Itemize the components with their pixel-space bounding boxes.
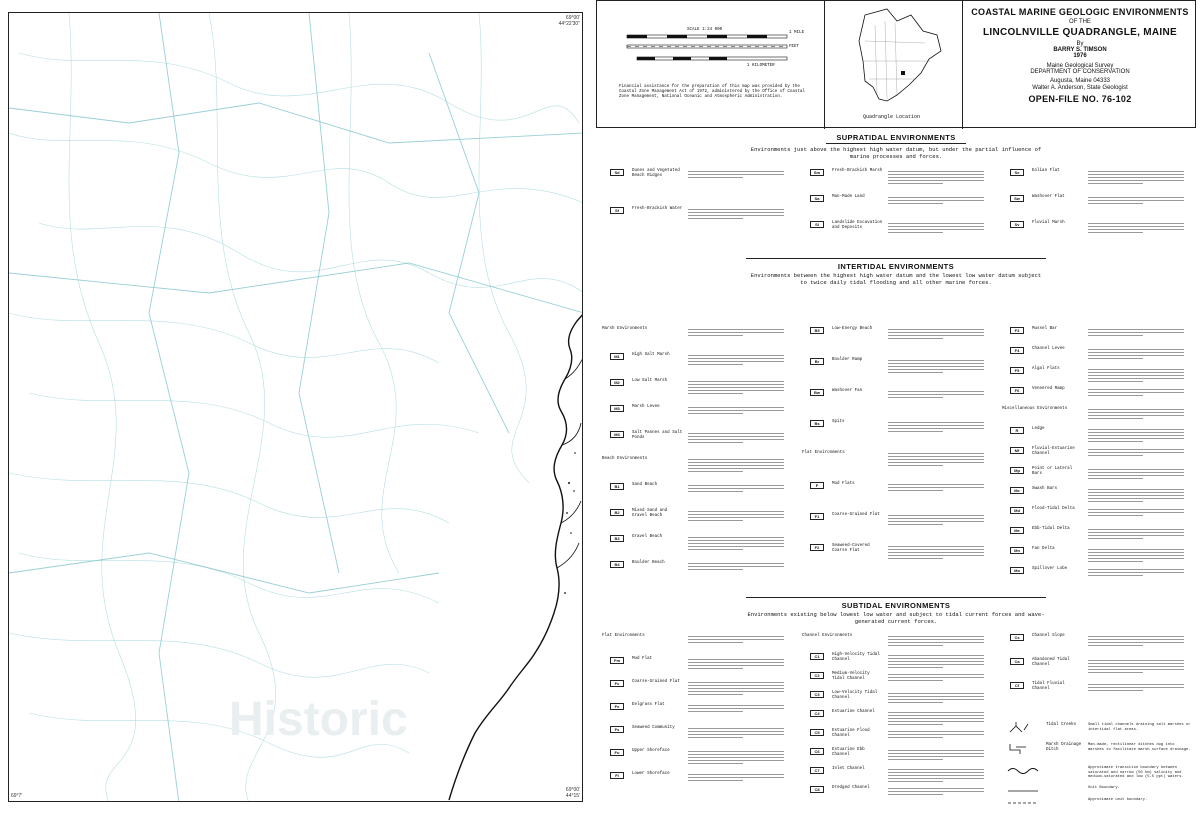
unit-description-placeholder	[888, 451, 988, 468]
unit-name: Swash Bars	[1032, 487, 1058, 491]
unit-description-placeholder	[888, 767, 988, 784]
unit-description-placeholder	[888, 195, 988, 206]
unit-name: Estuarine Channel	[832, 710, 875, 714]
title-line-3: LINCOLNVILLE QUADRANGLE, MAINE	[983, 27, 1177, 38]
unit-description-placeholder	[688, 353, 788, 367]
unit-description-placeholder	[888, 748, 988, 762]
map-symbol-icon	[1006, 742, 1042, 754]
unit-code-box: F5	[1010, 367, 1024, 374]
unit-code-box: Sv	[1010, 221, 1024, 228]
unit-description-placeholder	[1088, 169, 1188, 186]
unit-name: Washover Flat	[1032, 195, 1065, 199]
unit-description-placeholder	[688, 169, 788, 180]
unit-code-box: C7	[810, 767, 824, 774]
unit-description-placeholder	[888, 653, 988, 670]
unit-code-box: Cf	[1010, 682, 1024, 689]
map-symbol-description: Small tidal channels draining salt marshes or intertidal flat areas.	[1088, 723, 1191, 732]
unit-name: Man-Made Land	[832, 195, 865, 199]
unit-description-placeholder	[888, 691, 988, 705]
title-agency: Maine Geological Survey	[1046, 63, 1114, 69]
unit-name: Flat Environments	[602, 634, 645, 638]
subtidal-entry	[996, 681, 1191, 711]
unit-code-box: Mn	[1010, 547, 1024, 554]
unit-code-box: Sd	[610, 169, 624, 176]
unit-description-placeholder	[688, 703, 788, 714]
unit-code-box: B1	[610, 483, 624, 490]
topographic-basemap	[9, 13, 583, 802]
unit-code-box: F2	[810, 544, 824, 551]
unit-description-placeholder	[1088, 427, 1188, 444]
unit-code-box: R	[1010, 427, 1024, 434]
unit-name: Low Salt Marsh	[632, 379, 668, 383]
unit-code-box: F6	[1010, 387, 1024, 394]
unit-name: Estuarine Ebb Channel	[832, 748, 865, 757]
unit-name: Spits	[832, 420, 845, 424]
unit-description-placeholder	[688, 483, 788, 494]
title-geologist: Walter A. Anderson, State Geologist	[1032, 85, 1128, 91]
unit-name: Marsh Environments	[602, 327, 648, 331]
unit-name: Mud Flat	[632, 657, 653, 661]
unit-name: Fluvial-Estuarine Channel	[1032, 447, 1075, 456]
intertidal-entry	[596, 560, 791, 590]
unit-description-placeholder	[1088, 387, 1188, 398]
unit-description-placeholder	[1088, 407, 1188, 421]
unit-name: Channel Slope	[1032, 634, 1065, 638]
unit-description-placeholder	[888, 729, 988, 740]
unit-code-box: C2	[810, 672, 824, 679]
unit-name: Miscellaneous Environments	[1002, 407, 1068, 411]
scale-feet-label: FEET	[789, 45, 800, 49]
unit-name: Flood-Tidal Delta	[1032, 507, 1075, 511]
map-symbol-icon	[1006, 785, 1042, 797]
title-by: By	[1076, 41, 1084, 47]
supratidal-entry	[596, 206, 791, 236]
intertidal-entry	[996, 566, 1191, 596]
unit-description-placeholder	[888, 327, 988, 341]
unit-code-box: Md	[1010, 507, 1024, 514]
unit-name: Seaweed-Covered Coarse Flat	[832, 544, 870, 553]
unit-description-placeholder	[888, 389, 988, 400]
map-panel[interactable]	[8, 12, 583, 802]
unit-name: Abandoned Tidal Channel	[1032, 658, 1070, 667]
unit-code-box: F1	[810, 513, 824, 520]
scale-bar	[597, 29, 825, 89]
location-box	[825, 1, 963, 129]
watermark-text: Historic	[229, 693, 408, 746]
supratidal-entry	[796, 220, 991, 250]
unit-name: Washover Fan	[832, 389, 863, 393]
intertidal-entry	[796, 512, 991, 542]
subtidal-entry	[596, 771, 791, 801]
unit-code-box: Sa	[810, 195, 824, 202]
unit-code-box: B3	[610, 535, 624, 542]
unit-description-placeholder	[888, 420, 988, 434]
unit-description-placeholder	[888, 786, 988, 797]
unit-name: Medium-Velocity Tidal Channel	[832, 672, 870, 681]
unit-name: Fresh-Brackish Marsh	[832, 169, 883, 173]
unit-name: Spillover Lobe	[1032, 567, 1068, 571]
map-symbol-name: Tidal Creeks	[1046, 723, 1077, 727]
unit-name: Ledge	[1032, 427, 1045, 431]
unit-description-placeholder	[688, 657, 788, 671]
unit-description-placeholder	[1088, 347, 1188, 361]
unit-code-box: C3	[810, 691, 824, 698]
intertidal-entry	[796, 326, 991, 356]
unit-code-box: Bs	[810, 420, 824, 427]
unit-code-box: C5	[810, 729, 824, 736]
unit-description-placeholder	[1088, 195, 1188, 206]
map-symbol-row	[996, 785, 1196, 797]
unit-name: Beach Environments	[602, 457, 648, 461]
corner-label-bottom-right: 69°00' 44°15'	[565, 787, 580, 799]
intertidal-entry	[796, 450, 991, 480]
unit-code-box: Cs	[1010, 634, 1024, 641]
title-department: DEPARTMENT OF CONSERVATION	[1030, 69, 1130, 75]
unit-name: Low-Velocity Tidal Channel	[832, 691, 878, 700]
unit-code-box: M1	[610, 353, 624, 360]
unit-description-placeholder	[888, 634, 988, 648]
unit-description-placeholder	[888, 710, 988, 727]
unit-name: Low-Energy Beach	[832, 327, 873, 331]
coastline	[449, 313, 583, 800]
map-symbol-description: Approximate transition boundary between saturated and narrow (50 km) salinity and medium-saturated and low (5-5 ppt) waters.	[1088, 766, 1184, 780]
unit-name: High-Velocity Tidal Channel	[832, 653, 880, 662]
unit-code-box: Ca	[1010, 658, 1024, 665]
unit-name: Flat Environments	[802, 451, 845, 455]
unit-code-box: F3	[1010, 327, 1024, 334]
unit-code-box: Fs	[610, 726, 624, 733]
unit-code-box: M4	[610, 431, 624, 438]
unit-description-placeholder	[1088, 447, 1188, 458]
unit-name: Landslide Excavation and Deposits	[832, 221, 883, 230]
unit-name: Fresh-Brackish Water	[632, 207, 683, 211]
map-symbol-description: Approximate unit boundary.	[1088, 798, 1148, 802]
map-symbol-row	[996, 797, 1196, 809]
supratidal-title: SUPRATIDAL ENVIRONMENTS	[836, 133, 956, 142]
unit-name: Point or Lateral Bars	[1032, 467, 1073, 476]
intertidal-entry	[796, 481, 991, 511]
unit-description-placeholder	[688, 327, 788, 338]
intertidal-entry	[796, 419, 991, 449]
scale-box	[597, 1, 825, 129]
unit-description-placeholder	[688, 535, 788, 552]
unit-description-placeholder	[688, 749, 788, 766]
location-caption: Quadrangle Location	[863, 114, 921, 120]
unit-code-box: Sf	[610, 207, 624, 214]
unit-description-placeholder	[1088, 487, 1188, 504]
map-symbol-row	[996, 765, 1196, 780]
corner-label-bottom-left: 69°7'	[11, 793, 23, 799]
unit-name: Gravel Beach	[632, 535, 663, 539]
subtidal-intro: Environments existing below lowest low water and subject to tidal current forces and wave-generated current forces.	[747, 611, 1045, 625]
title-box	[963, 1, 1197, 129]
unit-name: Upper Shoreface	[632, 749, 670, 753]
unit-code-box: B2	[610, 509, 624, 516]
unit-code-box: M2	[610, 379, 624, 386]
unit-code-box: M3	[610, 405, 624, 412]
unit-description-placeholder	[888, 358, 988, 375]
intertidal-intro: Environments between the highest high water datum and the lowest low water datum subject to twice daily tidal flooding and all other marine forces.	[750, 272, 1042, 286]
unit-description-placeholder	[1088, 221, 1188, 235]
unit-code-box: Bw	[810, 389, 824, 396]
unit-code-box: Mo	[1010, 567, 1024, 574]
title-line-2: OF THE	[1069, 19, 1091, 25]
unit-description-placeholder	[888, 513, 988, 527]
unit-code-box: F4	[1010, 347, 1024, 354]
unit-description-placeholder	[1088, 682, 1188, 693]
unit-code-box: C4	[810, 710, 824, 717]
unit-code-box: Mc	[1010, 487, 1024, 494]
intertidal-title: INTERTIDAL ENVIRONMENTS	[837, 262, 955, 271]
title-line-1: COASTAL MARINE GEOLOGIC ENVIRONMENTS	[971, 7, 1189, 17]
intertidal-entry	[796, 357, 991, 387]
unit-description-placeholder	[888, 221, 988, 235]
unit-name: Channel Levee	[1032, 347, 1065, 351]
unit-name: Channel Environments	[802, 634, 853, 638]
unit-description-placeholder	[888, 169, 988, 186]
intertidal-entry	[796, 388, 991, 418]
unit-description-placeholder	[1088, 507, 1188, 518]
intertidal-entry	[796, 543, 991, 573]
unit-description-placeholder	[1088, 658, 1188, 675]
unit-description-placeholder	[688, 634, 788, 645]
unit-description-placeholder	[888, 672, 988, 683]
unit-code-box: C1	[810, 653, 824, 660]
title-year: 1976	[1073, 53, 1087, 59]
unit-code-box: Fm	[610, 657, 624, 664]
legend-panel	[596, 0, 1196, 815]
unit-description-placeholder	[688, 207, 788, 221]
unit-name: Dunes and Vegetated Beach Ridges	[632, 169, 680, 178]
title-open-file: OPEN-FILE NO. 76-102	[1028, 94, 1132, 104]
unit-code-box: Fc	[610, 680, 624, 687]
corner-label-top-right: 69°00' 44°22'30"	[558, 15, 580, 27]
map-symbol-description: Man-made, rectilinear ditches dug into marshes to facilitate marsh surface drainage.	[1088, 743, 1191, 752]
map-symbol-name: Marsh Drainage Ditch	[1046, 743, 1082, 752]
unit-name: Boulder Ramp	[832, 358, 863, 362]
unit-description-placeholder	[1088, 567, 1188, 578]
unit-name: Estuarine Flood Channel	[832, 729, 870, 738]
unit-description-placeholder	[688, 772, 788, 783]
unit-description-placeholder	[888, 482, 988, 493]
unit-code-box: Sl	[810, 221, 824, 228]
unit-description-placeholder	[688, 405, 788, 416]
map-symbol-row	[996, 722, 1196, 734]
unit-description-placeholder	[1088, 327, 1188, 338]
unit-code-box: C6	[810, 748, 824, 755]
unit-code-box: Sw	[1010, 195, 1024, 202]
unit-name: Coarse-Grained Flat	[832, 513, 880, 517]
unit-description-placeholder	[688, 561, 788, 572]
unit-code-box: Me	[1010, 527, 1024, 534]
unit-description-placeholder	[688, 680, 788, 697]
subtidal-entry	[796, 785, 991, 815]
unit-code-box: Fl	[610, 772, 624, 779]
map-symbol-icon	[1006, 765, 1042, 777]
supratidal-entry	[996, 220, 1191, 250]
unit-code-box: C8	[810, 786, 824, 793]
funding-note: Financial assistance for the preparation of this map was provided by the Coastal Zone Management Act of 1972, administered by the Office of Coastal Zone Management, National Oceanic and Atmospheric Administration.	[619, 85, 805, 99]
unit-name: Marsh Levee	[632, 405, 660, 409]
unit-name: Mud Flats	[832, 482, 855, 486]
map-symbol-icon	[1006, 722, 1042, 734]
unit-name: Eelgrass Flat	[632, 703, 665, 707]
unit-description-placeholder	[688, 431, 788, 445]
unit-code-box: B5	[810, 327, 824, 334]
unit-name: Fluvial Marsh	[1032, 221, 1065, 225]
maine-location-map	[825, 1, 963, 111]
unit-description-placeholder	[688, 457, 788, 474]
unit-code-box: Fe	[610, 703, 624, 710]
unit-name: Algal Flats	[1032, 367, 1060, 371]
unit-code-box: Mf	[1010, 447, 1024, 454]
map-symbol-row	[996, 742, 1196, 754]
unit-description-placeholder	[1088, 527, 1188, 541]
unit-code-box: F	[810, 482, 824, 489]
unit-code-box: Sm	[810, 169, 824, 176]
unit-name: Fan Delta	[1032, 547, 1055, 551]
unit-name: Ebb-Tidal Delta	[1032, 527, 1070, 531]
title-address: Augusta, Maine 04333	[1049, 78, 1111, 84]
unit-name: Lower Shoreface	[632, 772, 670, 776]
unit-description-placeholder	[1088, 367, 1188, 384]
unit-name: Veneered Ramp	[1032, 387, 1065, 391]
header-box	[596, 0, 1196, 128]
scale-label: SCALE 1:24 000	[687, 28, 723, 32]
unit-code-box: Mp	[1010, 467, 1024, 474]
supratidal-entry	[596, 168, 791, 198]
unit-name: Salt Pannes and Salt Ponds	[632, 431, 683, 440]
unit-name: Boulder Beach	[632, 561, 665, 565]
unit-description-placeholder	[1088, 467, 1188, 481]
supratidal-intro: Environments just above the highest high water datum, but under the partial influence of marine processes and forces.	[750, 146, 1042, 160]
unit-name: Coarse-Grained Flat	[632, 680, 680, 684]
unit-description-placeholder	[688, 379, 788, 396]
unit-description-placeholder	[688, 509, 788, 523]
unit-description-placeholder	[1088, 634, 1188, 648]
unit-name: Seaweed Community	[632, 726, 675, 730]
subtidal-title: SUBTIDAL ENVIRONMENTS	[841, 601, 951, 610]
title-author: BARRY S. TIMSON	[1053, 47, 1107, 53]
map-symbol-icon	[1006, 797, 1042, 809]
unit-code-box: Fu	[610, 749, 624, 756]
map-symbol-description: Unit Boundary.	[1088, 786, 1120, 790]
unit-name: Tidal Fluvial Channel	[1032, 682, 1065, 691]
unit-name: Mixed Sand and Gravel Beach	[632, 509, 668, 518]
unit-name: Dredged Channel	[832, 786, 870, 790]
scale-mile-label: 1 MILE	[789, 31, 805, 35]
unit-code-box: Br	[810, 358, 824, 365]
scale-km-label: 1 KILOMETER	[747, 64, 775, 68]
unit-name: High Salt Marsh	[632, 353, 670, 357]
unit-code-box: Se	[1010, 169, 1024, 176]
unit-description-placeholder	[1088, 547, 1188, 564]
unit-description-placeholder	[688, 726, 788, 740]
unit-name: Sand Beach	[632, 483, 658, 487]
unit-name: Eolian Flat	[1032, 169, 1060, 173]
unit-name: Inlet Channel	[832, 767, 865, 771]
unit-code-box: B4	[610, 561, 624, 568]
unit-name: Mussel Bar	[1032, 327, 1058, 331]
unit-description-placeholder	[888, 544, 988, 561]
